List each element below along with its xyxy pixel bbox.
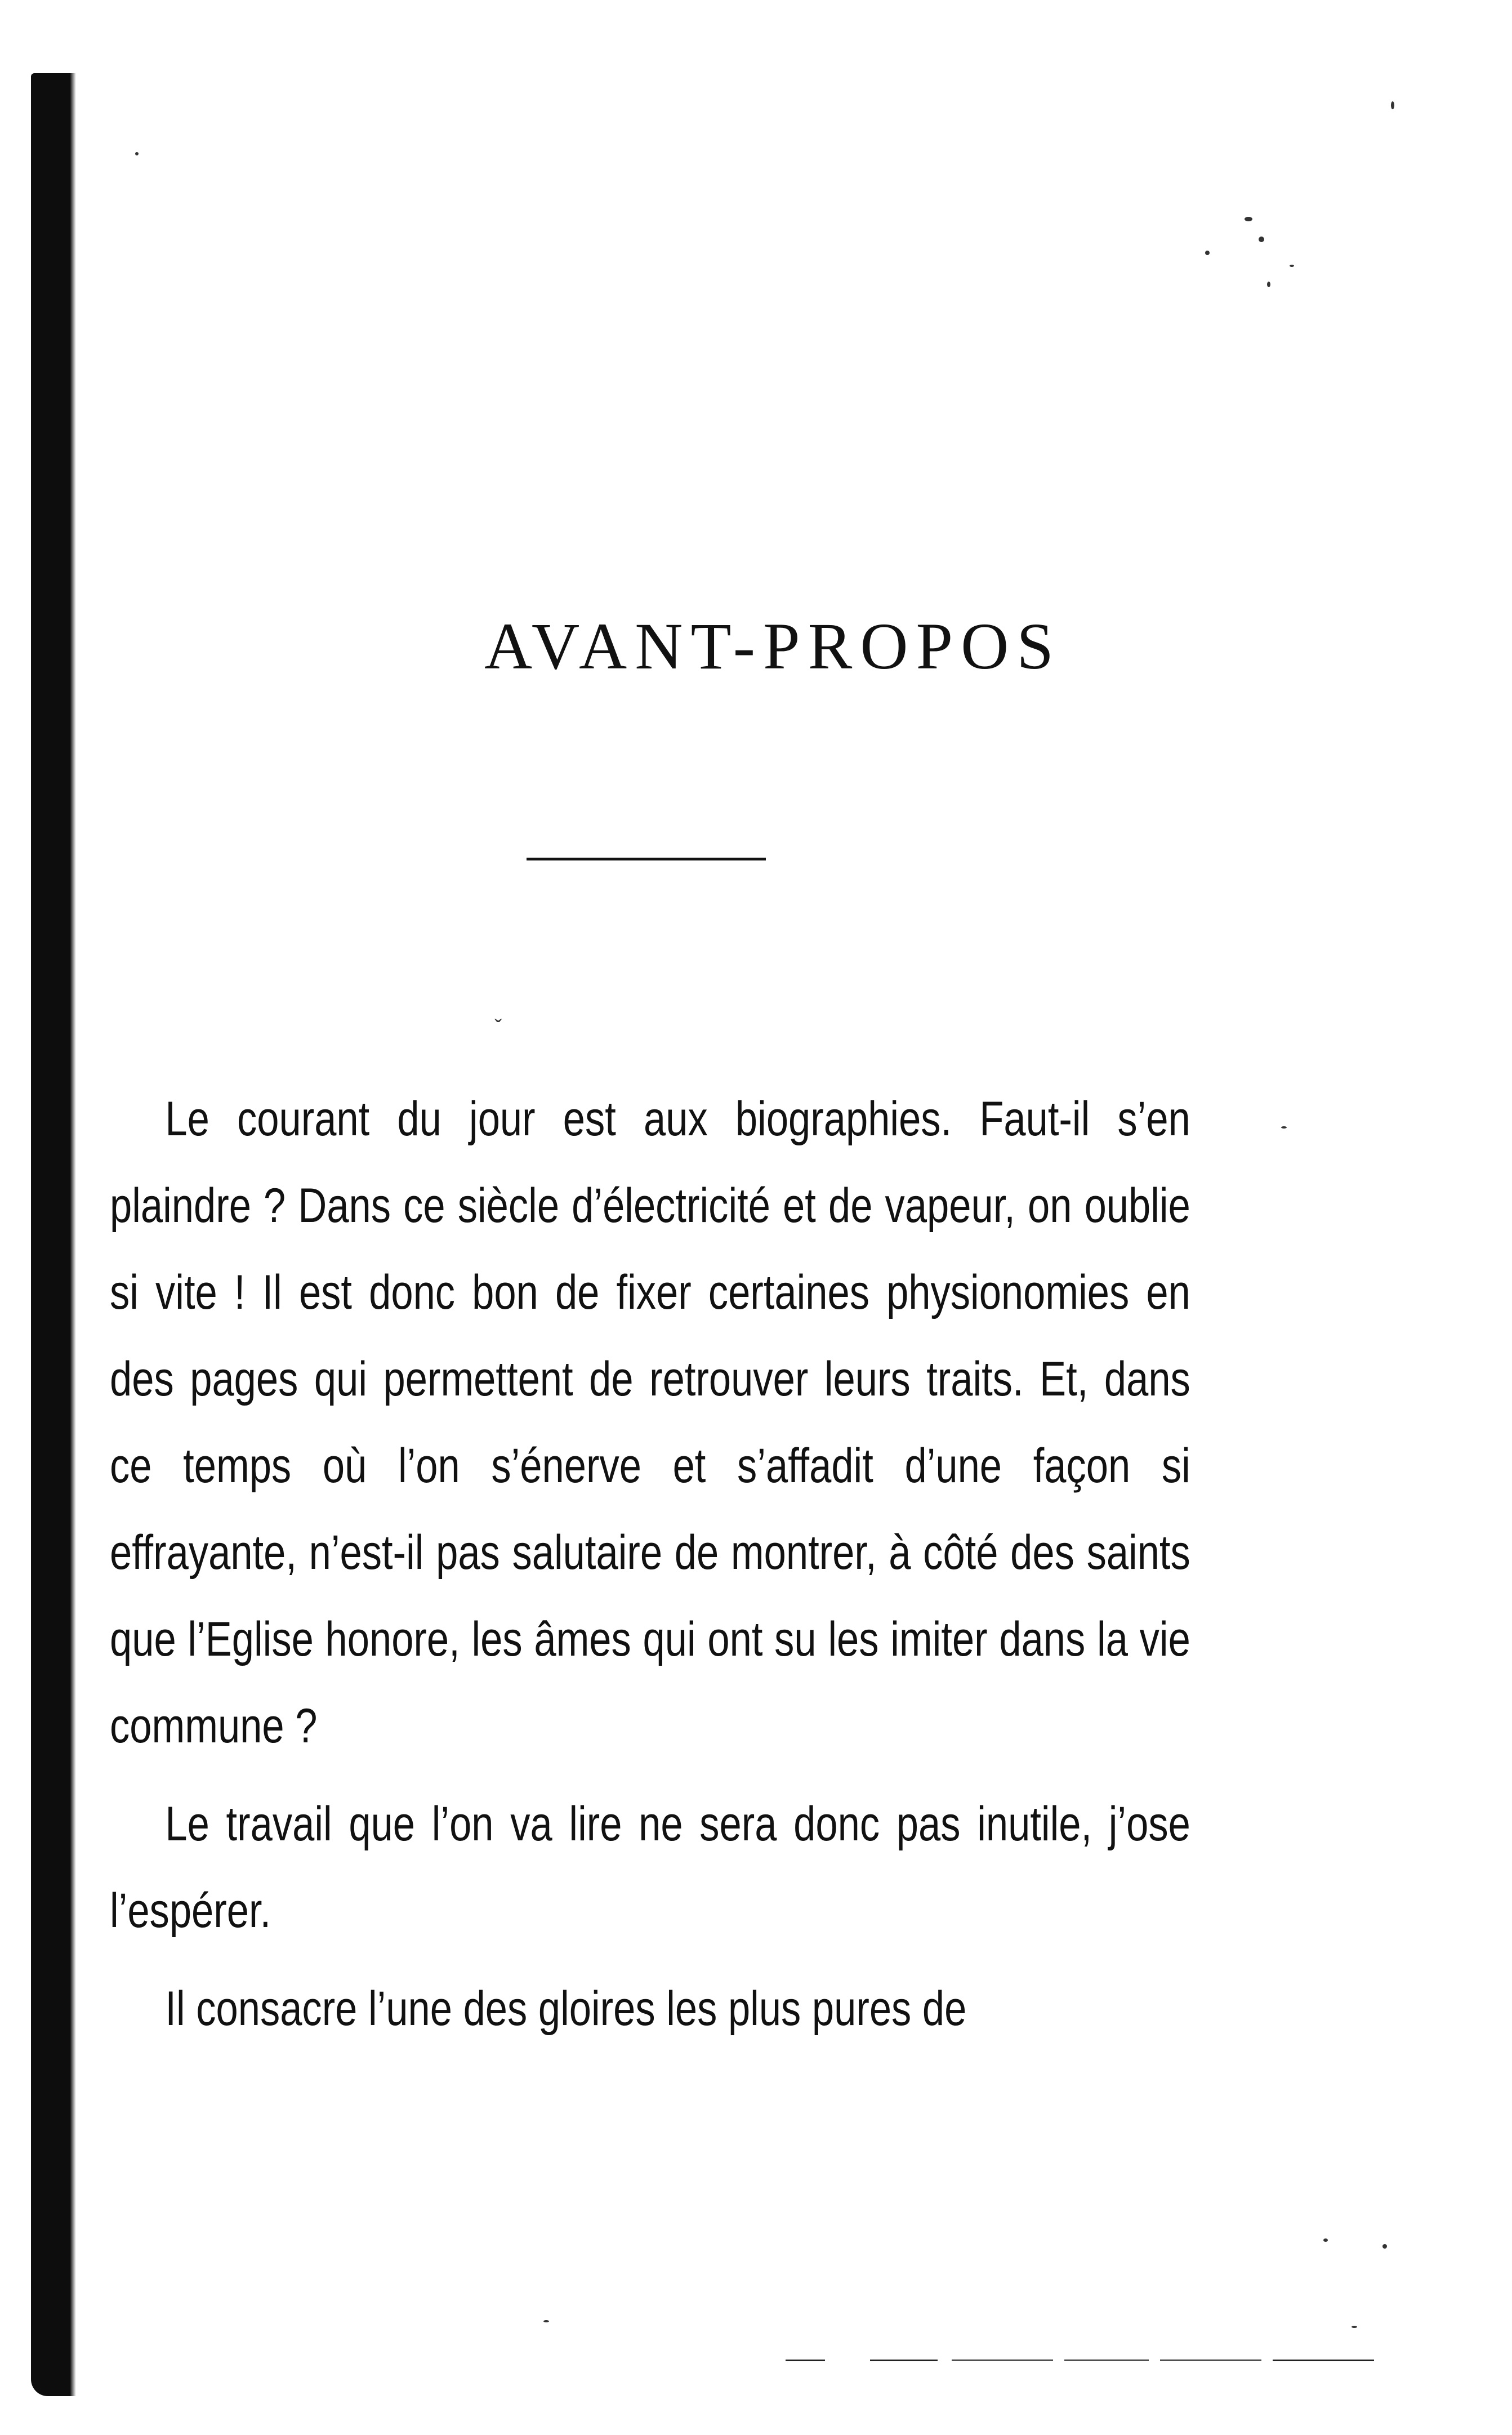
scan-footer-mark (786, 2360, 825, 2361)
scan-speck (1382, 2244, 1387, 2249)
scan-speck (1352, 2326, 1357, 2328)
paragraph: Le travail que l’on va lire ne sera donc pas inutile, j’ose l’espérer. (110, 1797, 1190, 1938)
title-rule (527, 858, 766, 860)
scan-speck (1267, 282, 1270, 287)
paragraph: Le courant du jour est aux biographies. Faut-il s’en plaindre ? Dans ce siècle d’électricité et de vapeur, on oublie si vite ! Il est donc bon de fixer certaines physionomies en des pages qui permettent de retrouver leurs traits. Et, dans ce temps où l’on s’énerve et s’affadit d’une façon si effrayante, n’est-il pas salutaire de montrer, à côté des saints que l’Eglise honore, les âmes qui ont su les imiter dans la vie commune ? (110, 1092, 1190, 1753)
scan-speck (1281, 1126, 1287, 1129)
scan-speck (1391, 101, 1394, 109)
scan-speck (135, 152, 139, 155)
scan-footer-mark (1273, 2360, 1374, 2361)
scan-speck (543, 2320, 549, 2322)
scan-footer-mark (1160, 2360, 1261, 2361)
body-text (110, 1076, 1190, 2063)
scan-speck (1323, 2238, 1328, 2242)
scan-speck (1290, 265, 1294, 267)
scan-footer-mark (952, 2360, 1053, 2361)
ornament-mark: ˇ (494, 1014, 502, 1040)
scan-speck (1259, 237, 1264, 242)
paragraph: Il consacre l’une des gloires les plus pures de (165, 1982, 967, 2036)
scan-footer-mark (870, 2360, 938, 2361)
scan-speck (1245, 217, 1252, 221)
scan-footer-mark (1064, 2360, 1149, 2361)
binding-edge (31, 73, 75, 2396)
scan-speck (1205, 251, 1210, 255)
page-title: AVANT-PROPOS (484, 609, 1061, 683)
